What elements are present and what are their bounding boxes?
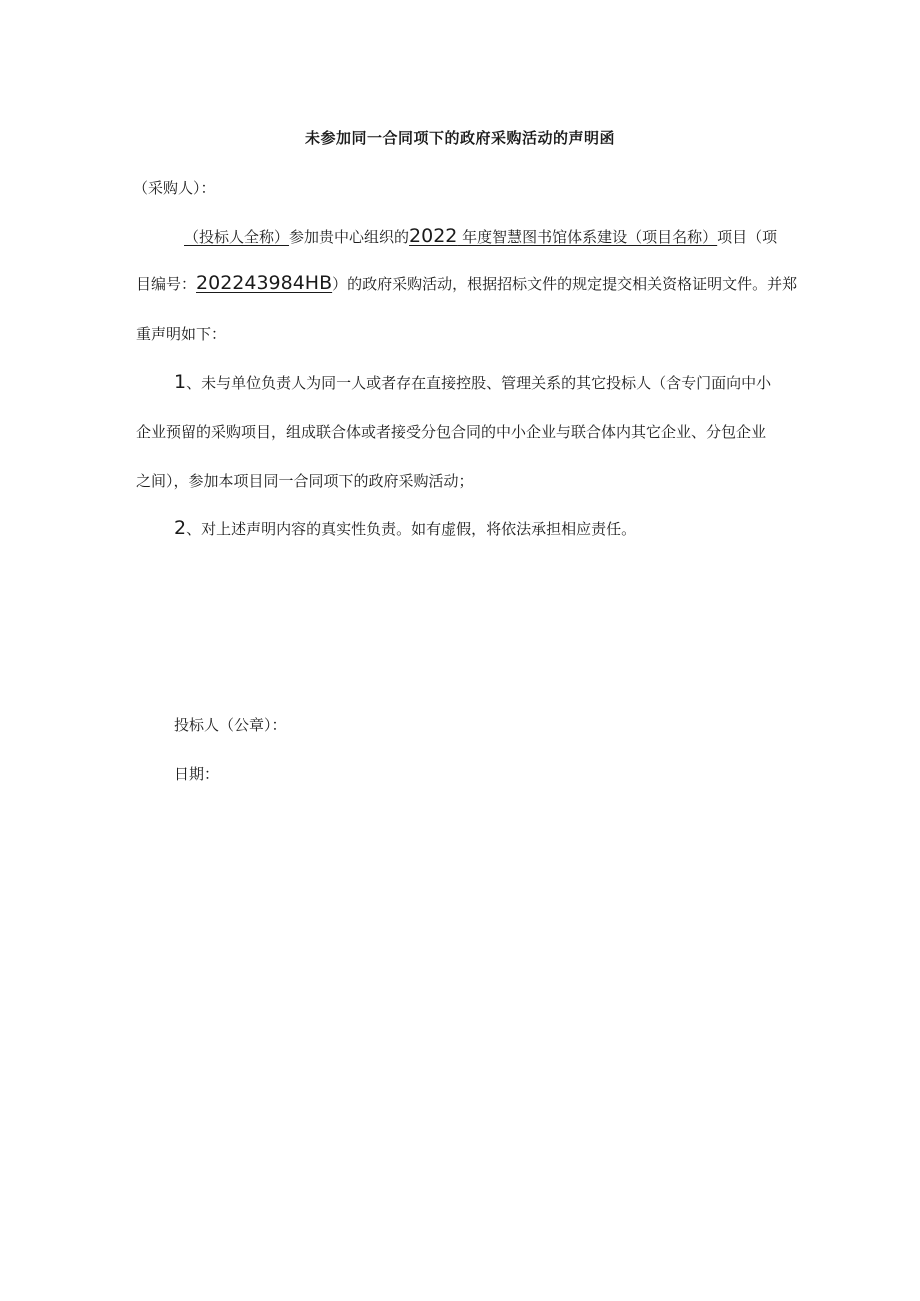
intro-text-2: 项目（项 xyxy=(717,228,778,246)
intro-line-3 xyxy=(136,323,226,344)
addressee-text: （采购人）： xyxy=(133,179,216,197)
signature-date xyxy=(174,763,219,784)
project-year: 2022 xyxy=(409,225,458,247)
item-2 xyxy=(174,517,636,539)
addressee xyxy=(133,177,216,198)
intro-text-3: 目编号： xyxy=(136,275,197,293)
item-1-text-1: 、未与单位负责人为同一人或者存在直接控股、管理关系的其它投标人（含专门面向中小 xyxy=(186,374,772,392)
project-code: 202243984HB xyxy=(196,272,333,294)
item-1-text-2: 企业预留的采购项目，组成联合体或者接受分包合同的中小企业与联合体内其它企业、分包企业 xyxy=(136,423,767,441)
document-title: 未参加同一合同项下的政府采购活动的声明函 xyxy=(304,129,615,147)
intro-text-1: 参加贵中心组织的 xyxy=(289,228,410,246)
intro-text-5: 重声明如下： xyxy=(136,325,227,343)
item-2-number: 2 xyxy=(174,517,187,539)
item-1-text-3: 之间），参加本项目同一合同项下的政府采购活动； xyxy=(136,472,474,490)
bidder-seal-label: 投标人（公章）： xyxy=(174,716,287,734)
date-label: 日期： xyxy=(174,765,220,783)
item-1-line-1 xyxy=(174,371,771,393)
item-1-number: 1 xyxy=(174,371,187,393)
project-name xyxy=(409,225,718,247)
item-1-line-3 xyxy=(136,470,474,491)
item-2-text: 、对上述声明内容的真实性负责。如有虚假，将依法承担相应责任。 xyxy=(186,520,637,538)
intro-text-4: ）的政府采购活动，根据招标文件的规定提交相关资格证明文件。并郑 xyxy=(332,275,798,293)
signature-bidder xyxy=(174,714,287,735)
item-1-line-2 xyxy=(136,421,766,442)
bidder-name-placeholder: （投标人全称） xyxy=(184,228,290,246)
intro-line-1 xyxy=(184,225,777,247)
intro-line-2 xyxy=(136,272,797,294)
project-name-text: 年度智慧图书馆体系建设（项目名称） xyxy=(457,228,718,246)
